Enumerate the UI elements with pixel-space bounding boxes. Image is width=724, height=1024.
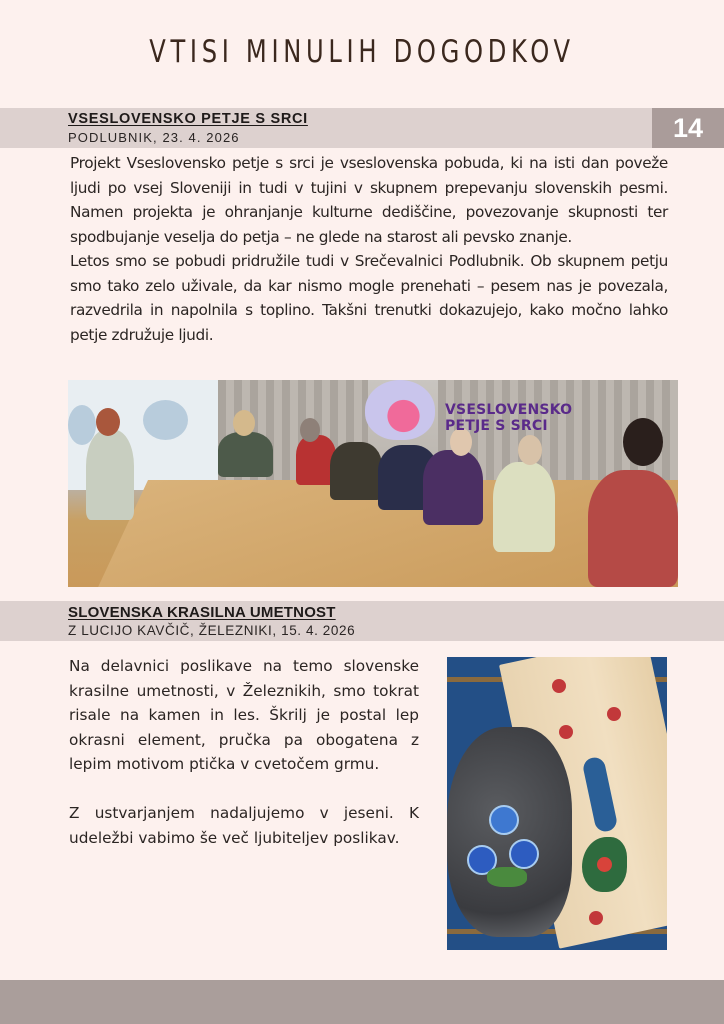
paragraph: Na delavnici poslikave na temo slovenske krasilne umetnosti, v Železnikih, smo tokrat risale na kamen in les. Škrilj je postal lep okrasni element, pručka pa obogatena z lepim motivom ptička v cvetočem grmu. [69,657,419,773]
photo-person [86,430,134,520]
singing-group-photo [68,380,678,587]
overlay-logo-line1: VSESLOVENSKO [445,402,573,418]
photo-person-head [623,418,663,466]
section-body-decorative-art [69,654,419,875]
leaves-icon [487,867,527,887]
paragraph: Letos smo se pobudi pridružile tudi v Srečevalnici Podlubnik. Ob skupnem petju smo tako zelo uživale, da kar nismo mogle prenehati – pesem nas je povezala, razvedrila in napolnila s toplino. Takšni trenutki dokazujejo, kako močno lahko petje združuje ljudi. [70,252,668,344]
red-flower-icon [607,707,621,721]
red-flower-icon [552,679,566,693]
photo-person [218,432,273,477]
footer-bar [0,980,724,1024]
red-flower-icon [559,725,573,739]
blue-gentian-flower-icon [509,839,539,869]
blue-gentian-flower-icon [489,805,519,835]
photo-person [588,470,678,587]
photo-person [330,442,382,500]
page-title: VTISI MINULIH DOGODKOV [149,34,575,70]
overlay-logo-text [445,402,572,434]
section-heading-singing: VSESLOVENSKO PETJE S SRCI [68,111,308,127]
section-heading-decorative-art: SLOVENSKA KRASILNA UMETNOST [68,604,336,621]
photo-person-head [96,408,120,436]
photo-person-head [300,418,320,442]
page-number: 14 [652,108,724,148]
red-flower-icon [589,911,603,925]
paragraph: Z ustvarjanjem nadaljujemo v jeseni. K udeležbi vabimo še več ljubiteljev poslikav. [69,804,419,847]
photo-person [493,462,555,552]
section-body-singing [70,151,668,347]
section-header-bar-singing [0,108,724,148]
paragraph: Projekt Vseslovensko petje s srci je vseslovenska pobuda, ki na isti dan poveže ljudi po vsej Sloveniji in tudi v tujini v skupnem prepevanju slovenskih pesmi. Namen projekta je ohranjanje kulturne dediščine, povezovanje skupnosti ter spodbujanje veselja do petja – ne glede na starost ali pevsko znanje. [70,154,668,246]
section-subheading-decorative-art: Z LUCIJO KAVČIČ, ŽELEZNIKI, 15. 4. 2026 [68,623,356,638]
overlay-logo-line2: PETJE S SRCI [445,418,548,434]
photo-person-head [518,435,542,465]
bird-flower-icon [597,857,612,872]
painted-crafts-photo [447,657,667,950]
heart-music-logo-icon [365,380,435,440]
window-decal [143,400,188,440]
section-subheading-singing: PODLUBNIK, 23. 4. 2026 [68,130,240,145]
section-header-bar-decorative-art [0,601,724,641]
photo-person [423,450,483,525]
photo-person-head [233,410,255,436]
